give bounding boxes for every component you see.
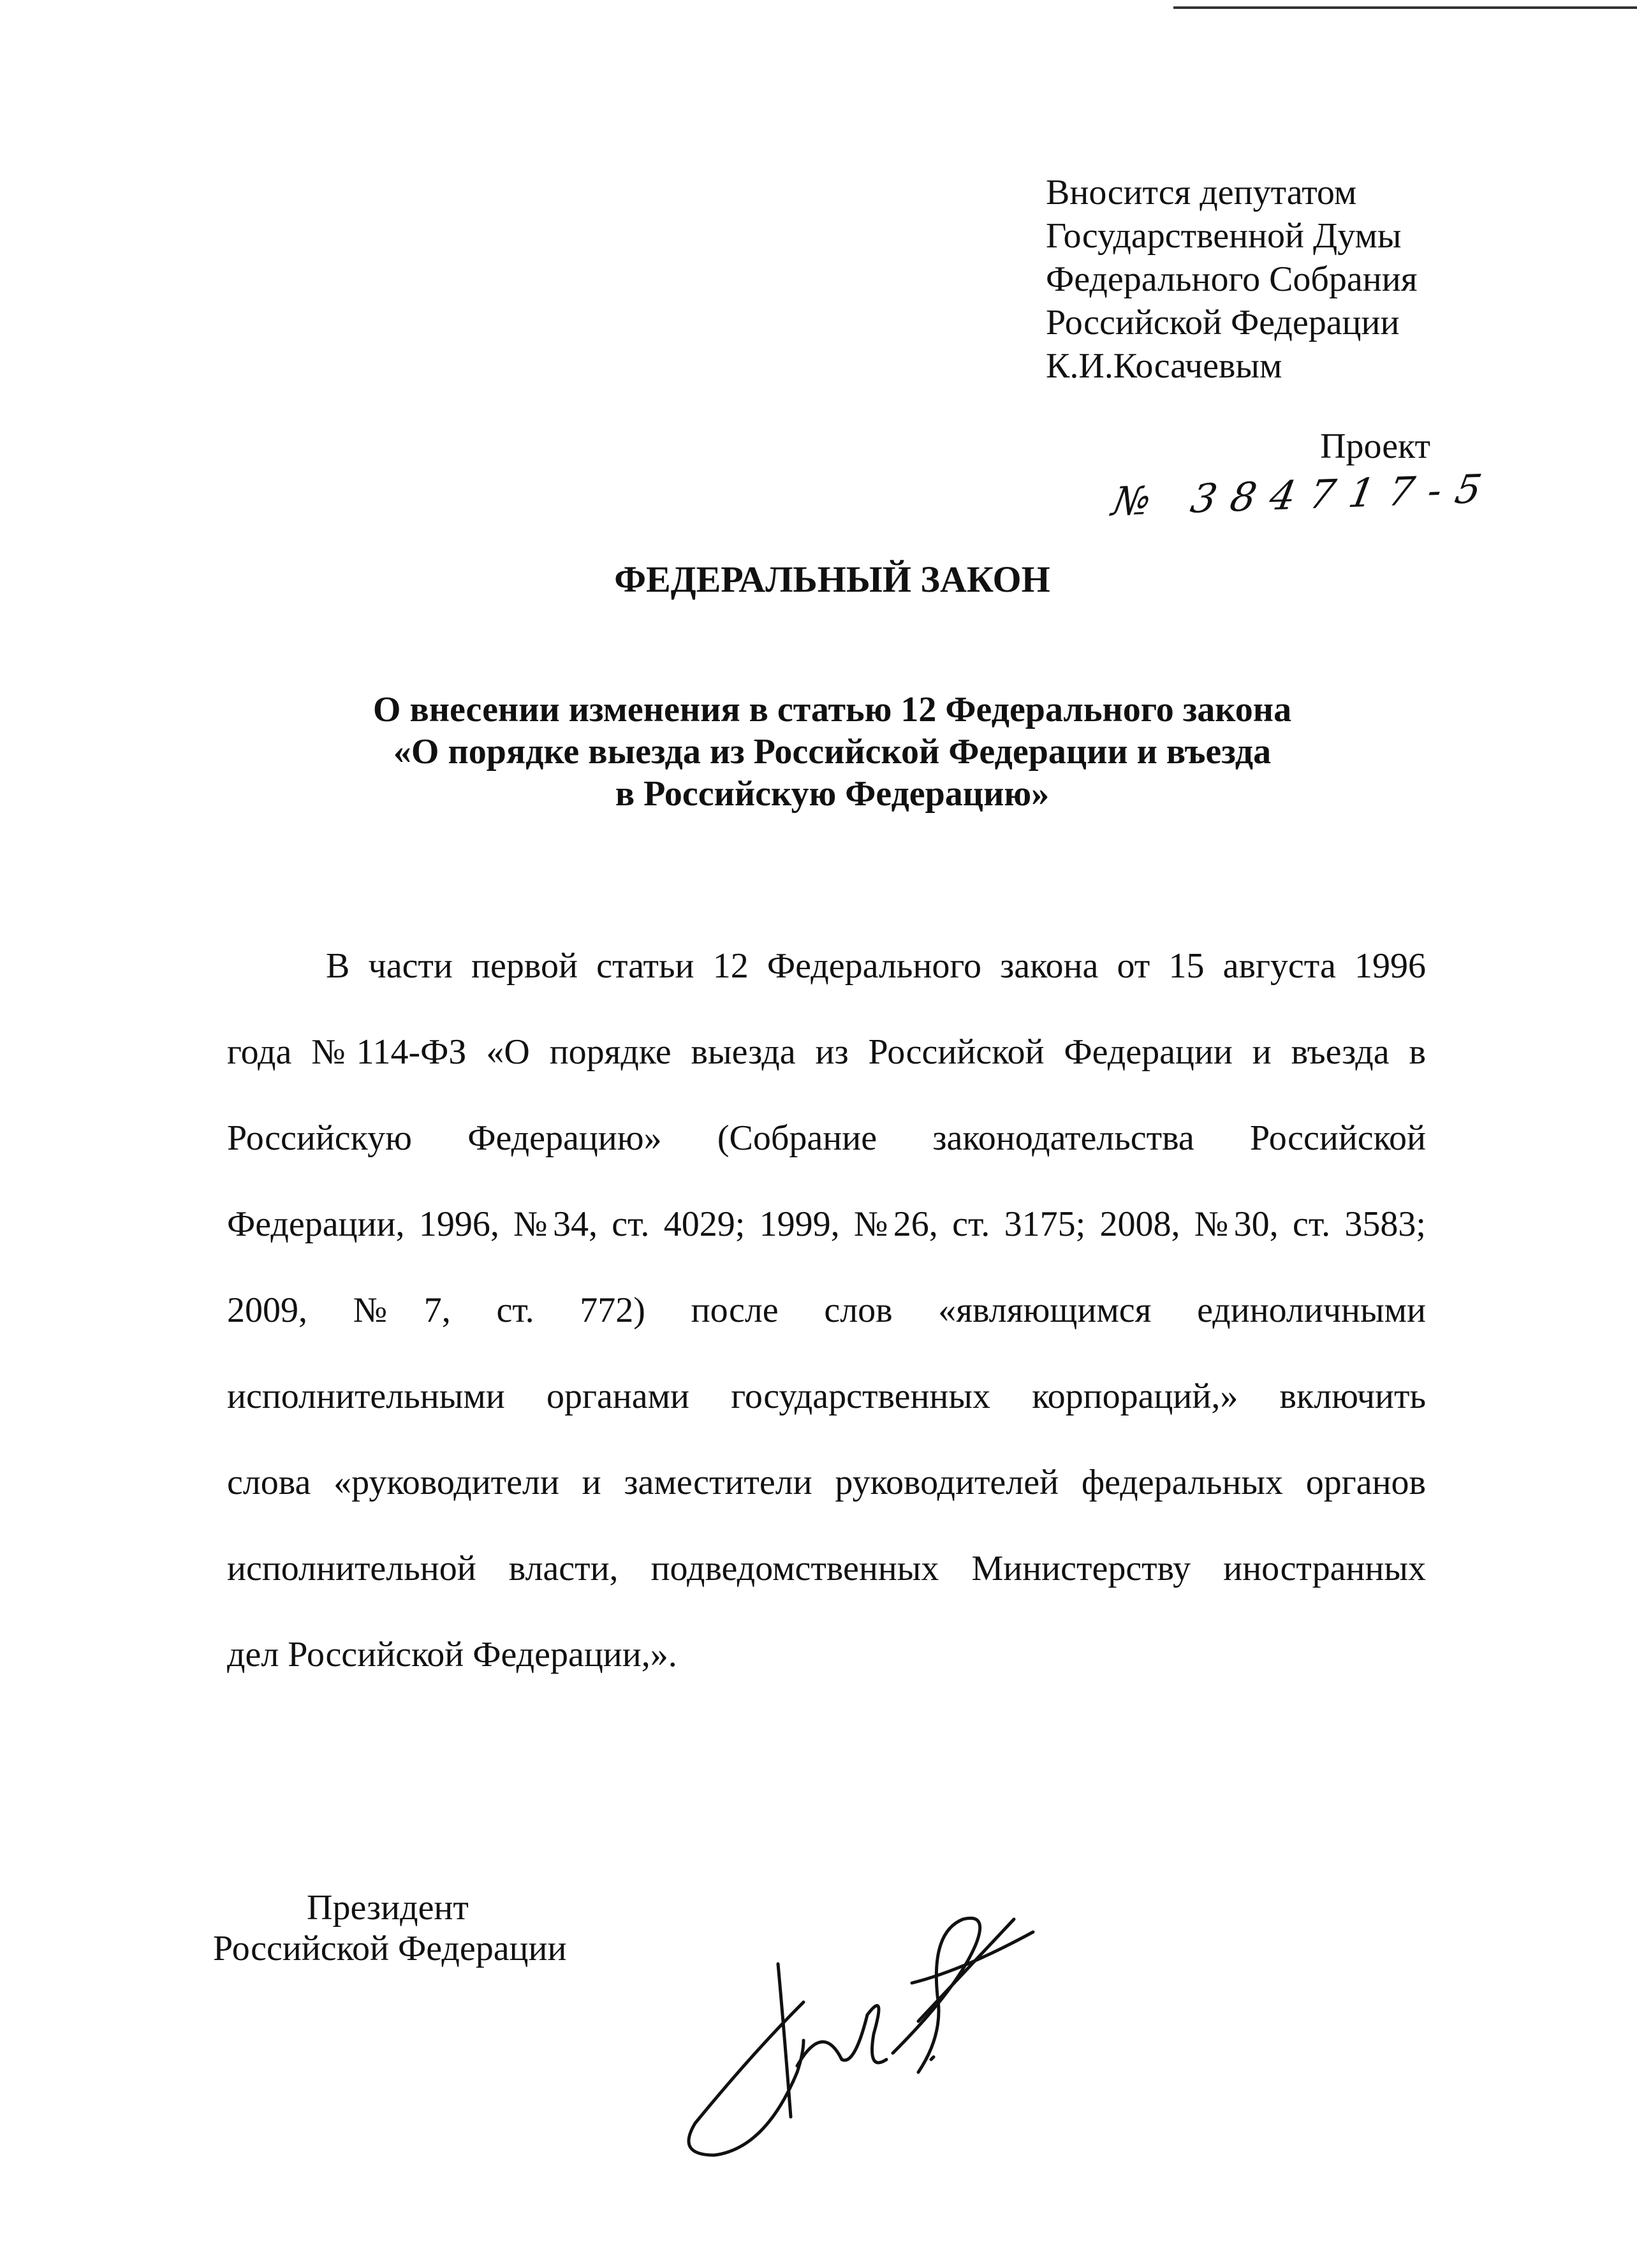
introduced-by-block [1046, 171, 1417, 388]
introduced-by-line: К.И.Косачевым [1046, 346, 1282, 386]
introduced-by-line: Федерального Собрания [1046, 260, 1418, 299]
body-line [227, 1368, 1426, 1454]
body-line-text: Российскую Федерацию» (Собрание законодательства Российской [227, 1118, 1426, 1158]
body-line [227, 1454, 1426, 1540]
body-line [227, 1540, 1426, 1626]
handwritten-registration-number: № 384717-5 [1108, 465, 1499, 525]
body-line [227, 1109, 1426, 1196]
body-line [227, 937, 1426, 1023]
body-line [227, 1023, 1426, 1109]
introduced-by-line: Государственной Думы [1046, 216, 1402, 256]
document-subtitle [0, 689, 1637, 815]
body-line-text: 2009, №7, ст. 772) после слов «являющимся единоличными [227, 1291, 1426, 1330]
body-line-text: В части первой статьи 12 Федерального закона от 15 августа 1996 [326, 946, 1426, 986]
draft-label: Проект [1320, 427, 1430, 466]
signatory-title-line2: Российской Федерации [213, 1929, 567, 1968]
body-line-text: дел Российской Федерации,». [227, 1635, 677, 1674]
subtitle-line: в Российскую Федерацию» [615, 774, 1050, 814]
introduced-by-line: Вносится депутатом [1046, 173, 1357, 212]
law-body-text [227, 937, 1426, 1712]
body-line-text: исполнительной власти, подведомственных Министерству иностранных [227, 1549, 1426, 1588]
top-rule [1173, 6, 1637, 9]
body-line-text: слова «руководители и заместители руководителей федеральных органов [227, 1463, 1426, 1502]
introduced-by-line: Российской Федерации [1046, 303, 1400, 342]
body-line-text: Федерации, 1996, №34, ст. 4029; 1999, №26, ст. 3175; 2008, №30, ст. 3583; [227, 1204, 1426, 1244]
subtitle-line: О внесении изменения в статью 12 Федерального закона [372, 690, 1292, 729]
subtitle-line: «О порядке выезда из Российской Федерации и въезда [393, 732, 1272, 772]
body-line [227, 1626, 1426, 1712]
handwritten-signature [676, 1906, 1071, 2165]
document-title: ФЕДЕРАЛЬНЫЙ ЗАКОН [614, 559, 1050, 600]
body-line [227, 1196, 1426, 1282]
body-line-text: года №114-ФЗ «О порядке выезда из Российской Федерации и въезда в [227, 1032, 1426, 1072]
body-line-text: исполнительными органами государственных корпораций,» включить [227, 1377, 1426, 1416]
signatory-title: Президент [307, 1888, 469, 1928]
body-line [227, 1282, 1426, 1368]
